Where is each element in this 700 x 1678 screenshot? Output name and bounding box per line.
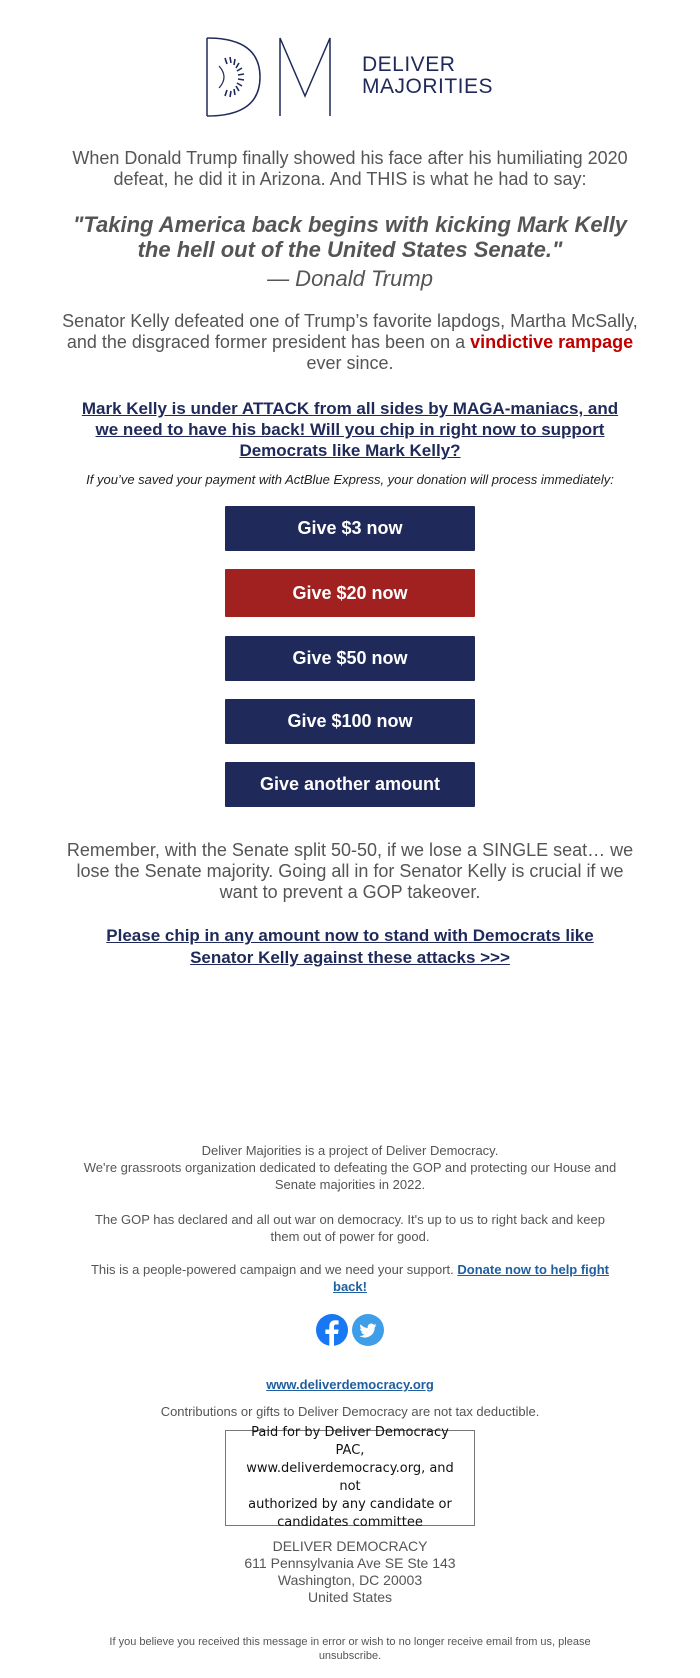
footer-website [50, 1376, 650, 1393]
paid-line: Paid for by Deliver Democracy PAC, [251, 1425, 449, 1458]
lead-paragraph [60, 148, 640, 190]
website-link[interactable]: www.deliverdemocracy.org [266, 1377, 434, 1392]
give-100-button[interactable]: Give $100 now [225, 699, 475, 744]
paid-for-disclaimer [225, 1425, 475, 1530]
address-line: 611 Pennsylvania Ave SE Ste 143 [244, 1555, 456, 1571]
p2-line: Senator Kelly defeated one of Trump’s favorite lapdogs, Martha McSally, [62, 311, 638, 331]
footer-project-info [50, 1142, 650, 1193]
ask-line[interactable]: Mark Kelly is under ATTACK from all sides by MAGA-maniacs, and [81, 399, 619, 418]
p2-line: ever since. [306, 353, 394, 373]
address-line: Washington, DC 20003 [277, 1572, 423, 1588]
quote-line: "Taking America back begins with kicking Mark Kelly [72, 212, 628, 237]
remember-line: lose the Senate majority. Going all in for Senator Kelly is crucial if we [76, 861, 624, 881]
facebook-glyph [316, 1314, 348, 1346]
footer-line: We're grassroots organization dedicated to defeating the GOP and protecting our House and [83, 1160, 617, 1175]
lead-line: When Donald Trump finally showed his face after his humiliating 2020 [72, 148, 628, 168]
unsub-line: If you believe you received this message in error or wish to no longer receive email from us, please [109, 1636, 591, 1648]
brand-name-line1: DELIVER [362, 53, 456, 76]
brand-name [362, 54, 493, 98]
lead-line: defeat, he did it in Arizona. And THIS is what he had to say: [113, 169, 587, 189]
remember-paragraph [60, 840, 640, 903]
facebook-icon[interactable] [316, 1314, 348, 1346]
paid-line: authorized by any candidate or [248, 1497, 452, 1512]
ask-line[interactable]: Democrats like Mark Kelly? [239, 441, 461, 460]
paid-line: candidates committee [277, 1515, 423, 1530]
mailing-address [0, 1538, 700, 1606]
dm-logo-mark [205, 36, 355, 118]
give-3-button[interactable]: Give $3 now [225, 506, 475, 551]
trump-quote [60, 212, 640, 262]
vindictive-rampage-highlight: vindictive rampage [470, 332, 634, 352]
address-line: United States [307, 1589, 393, 1605]
brand-logo [0, 36, 700, 118]
brand-name-line2: MAJORITIES [362, 75, 494, 98]
unsubscribe-link[interactable]: unsubscribe. [318, 1650, 382, 1662]
social-links [316, 1314, 386, 1348]
twitter-glyph [352, 1314, 384, 1346]
actblue-express-note: If you’ve saved your payment with ActBlue Express, your donation will process immediately: [86, 472, 614, 487]
footer-line [50, 1261, 650, 1278]
tax-note: Contributions or gifts to Deliver Democracy are not tax deductible. [160, 1404, 540, 1419]
remember-line: want to prevent a GOP takeover. [219, 882, 481, 902]
footer-campaign-text [50, 1261, 650, 1295]
quote-line: the hell out of the United States Senate." [137, 237, 563, 262]
footer-line: them out of power for good. [270, 1229, 430, 1244]
footer-line [50, 1278, 650, 1295]
quote-attribution: — Donald Trump [267, 266, 433, 291]
unsubscribe-notice [70, 1635, 630, 1663]
chip-line[interactable]: Please chip in any amount now to stand with Democrats like [106, 926, 594, 945]
chip-in-link[interactable] [70, 925, 630, 969]
ask-line[interactable]: we need to have his back! Will you chip in right now to support [95, 420, 605, 439]
p2-line-text: and the disgraced former president has been on a [66, 332, 471, 352]
donate-link-continued[interactable]: back! [333, 1279, 367, 1294]
footer-war-text [50, 1211, 650, 1245]
give-other-amount-button[interactable]: Give another amount [225, 762, 475, 807]
p2-line [60, 332, 640, 353]
kelly-paragraph [60, 311, 640, 374]
campaign-text: This is a people-powered campaign and we need your support. [90, 1262, 458, 1277]
give-50-button[interactable]: Give $50 now [225, 636, 475, 681]
address-line: DELIVER DEMOCRACY [272, 1538, 428, 1554]
footer-line: Senate majorities in 2022. [274, 1177, 426, 1192]
chip-line[interactable]: Senator Kelly against these attacks >>> [190, 948, 510, 967]
donate-link[interactable]: Donate now to help fight [457, 1262, 610, 1277]
footer-line: The GOP has declared and all out war on democracy. It's up to us to right back and keep [94, 1212, 605, 1227]
twitter-icon[interactable] [352, 1314, 384, 1346]
remember-line: Remember, with the Senate split 50-50, if we lose a SINGLE seat… we [66, 840, 634, 860]
paid-line: www.deliverdemocracy.org, and not [246, 1461, 454, 1494]
give-20-button[interactable]: Give $20 now [225, 569, 475, 617]
paid-for-text [238, 1424, 462, 1532]
footer-line: Deliver Majorities is a project of Deliver Democracy. [201, 1143, 499, 1158]
donation-ask-link[interactable] [60, 398, 640, 461]
